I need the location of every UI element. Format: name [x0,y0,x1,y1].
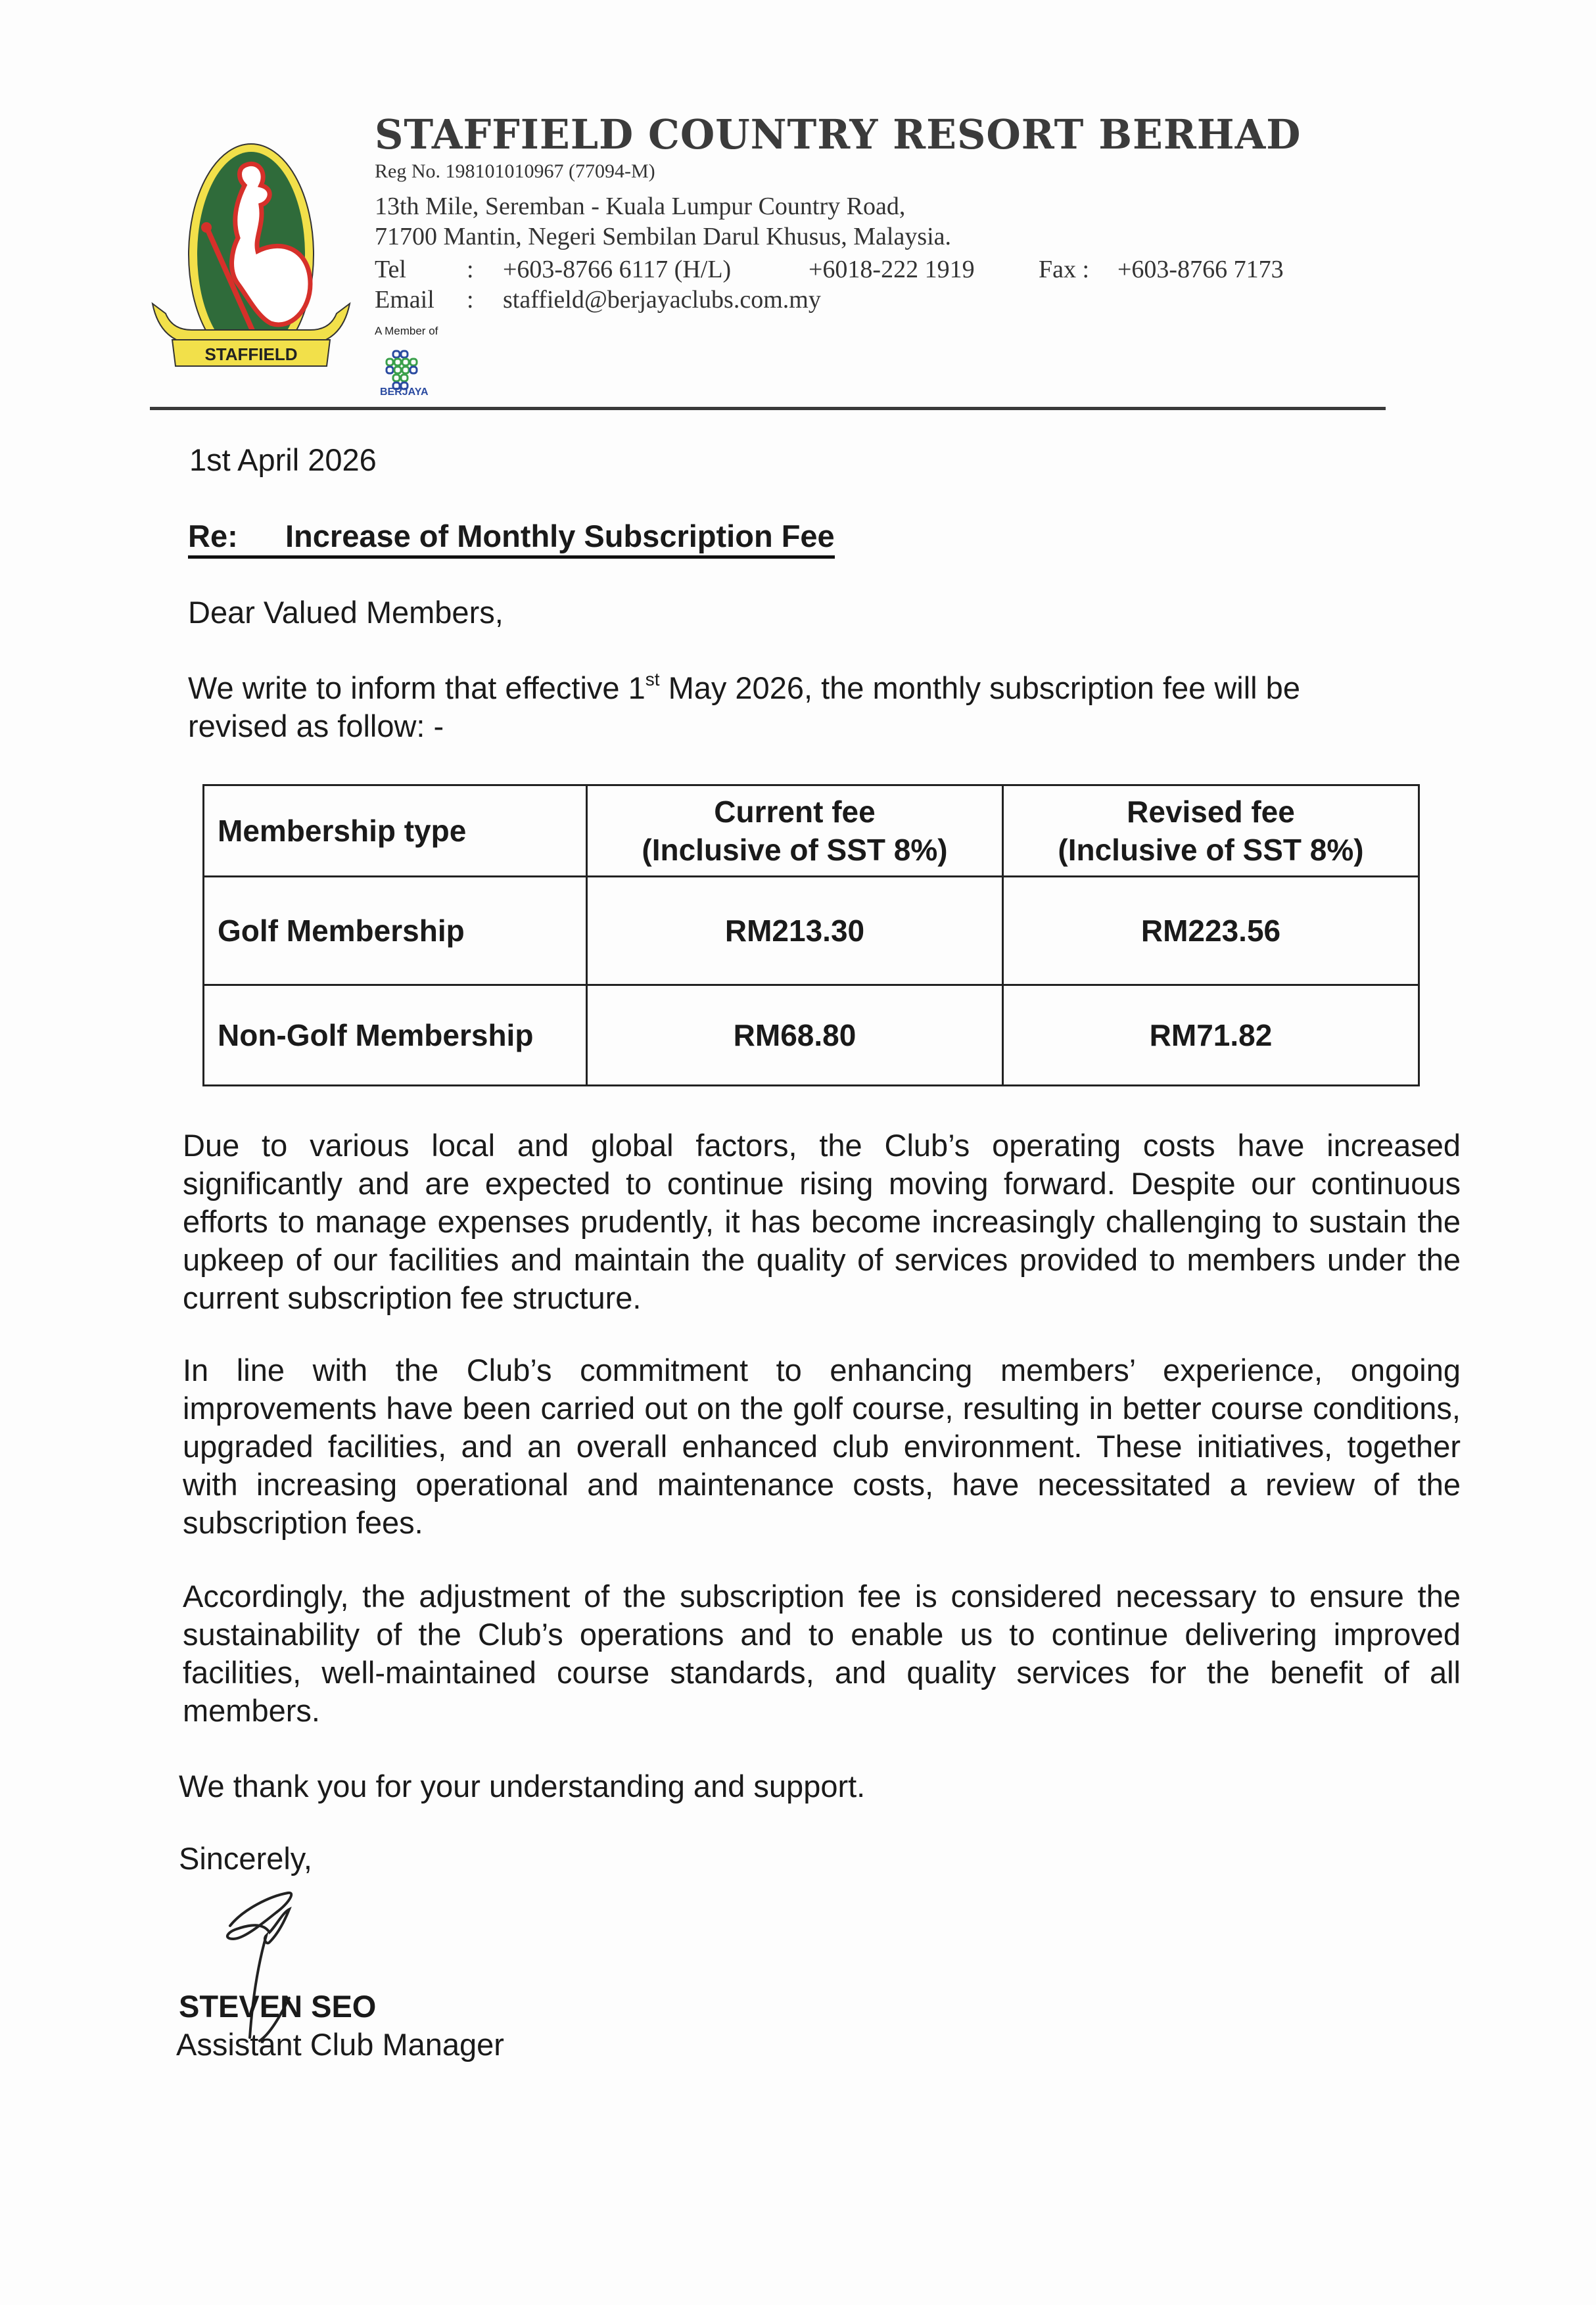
tel-separator: : [467,256,474,283]
membership-type-cell: Golf Membership [204,877,587,985]
letterhead-divider [150,407,1386,410]
header-current-fee-line2: (Inclusive of SST 8%) [642,833,948,867]
paragraph-cost-increase: Due to various local and global factors, the Club’s operating costs have increased significantly and are expected to continue rising moving forward. Despite our continuous efforts to manage expenses prudently, it has become increasingly challenging to sustain the upkeep of our facilities and maintain the quality of services provided to members under the current subscription fee structure. [183,1128,1461,1315]
address-line-1: 13th Mile, Seremban - Kuala Lumpur Country Road, [375,193,906,220]
email-label: Email [375,286,434,314]
subject-line [188,518,835,559]
header-current-fee [587,785,1003,877]
address-line-2: 71700 Mantin, Negeri Sembilan Darul Khusus, Malaysia. [375,223,952,250]
revised-fee-cell: RM223.56 [1003,877,1419,985]
tel-main: +603-8766 6117 (H/L) [503,256,732,283]
intro-superscript: st [645,669,660,689]
tel-mobile: +6018-222 1919 [809,256,975,283]
letter-date: 1st April 2026 [189,442,377,477]
fee-table [202,784,1420,1086]
table-row [204,877,1419,985]
subject-text: Increase of Monthly Subscription Fee [285,519,835,553]
signer-name: STEVEN SEO [179,1989,377,2024]
fax-label: Fax : [1039,256,1090,283]
member-of-label: A Member of [375,325,438,337]
logo-banner-text: STAFFIELD [204,344,298,364]
salutation: Dear Valued Members, [188,595,504,630]
header-revised-fee-line1: Revised fee [1127,795,1295,829]
paragraph-adjustment: Accordingly, the adjustment of the subscription fee is considered necessary to ensure the sustainability of the Club’s operations and to enable us to continue delivering improved facilities, well-maintained course standards, and quality services for the benefit of all members. [183,1579,1461,1728]
closing: Sincerely, [179,1841,312,1876]
header-revised-fee [1003,785,1419,877]
intro-before: We write to inform that effective 1 [188,670,645,705]
fax-number: +603-8766 7173 [1117,256,1284,283]
email-separator: : [467,286,474,314]
current-fee-cell: RM213.30 [587,877,1003,985]
current-fee-cell: RM68.80 [587,985,1003,1086]
paragraph-improvements: In line with the Club’s commitment to enhancing members’ experience, ongoing improvements have been carried out on the golf course, resulting in better course conditions, upgraded facilities, and an overall enhanced club environment. These initiatives, together with increasing operational and maintenance costs, have necessitated a review of the subscription fees. [183,1353,1461,1540]
staffield-logo-icon [146,139,356,383]
fee-table-header [204,785,1419,877]
registration-number: Reg No. 198101010967 (77094-M) [375,160,655,182]
revised-fee-cell: RM71.82 [1003,985,1419,1086]
company-name: STAFFIELD COUNTRY RESORT BERHAD [375,110,1302,158]
subject-label: Re: [188,519,238,553]
table-row [204,985,1419,1086]
membership-type-cell: Non-Golf Membership [204,985,587,1086]
header-current-fee-line1: Current fee [714,795,876,829]
intro-after: May 2026, the monthly subscription fee will be revised as follow: - [188,670,1300,743]
thanks-line: We thank you for your understanding and support. [179,1769,866,1804]
header-revised-fee-line2: (Inclusive of SST 8%) [1058,833,1364,867]
header-membership-type: Membership type [204,785,587,877]
tel-label: Tel [375,256,406,283]
signer-title: Assistant Club Manager [176,2027,504,2062]
intro-paragraph [188,669,1391,745]
berjaya-label: BERJAYA [380,386,429,398]
email-address: staffield@berjayaclubs.com.my [503,286,821,314]
